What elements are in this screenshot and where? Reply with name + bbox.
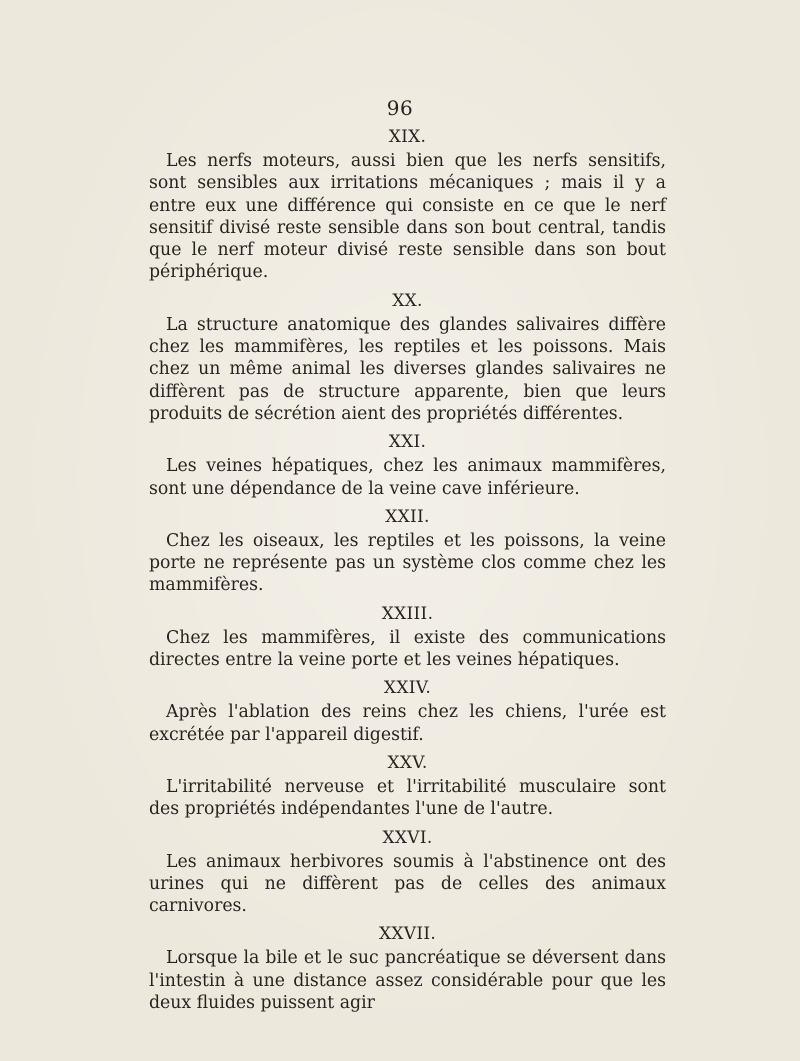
page-number: 96 — [386, 96, 414, 120]
section-paragraph: Les veines hépatiques, chez les animaux mammifères, sont une dépendance de la veine cave inférieure. — [149, 456, 666, 499]
section-numeral: XXV. — [387, 752, 428, 773]
section-numeral: XXII. — [385, 506, 430, 527]
section-xx — [149, 288, 666, 425]
section-xxvii — [149, 921, 666, 1014]
section-numeral: XX. — [392, 290, 423, 311]
section-paragraph: Lorsque la bile et le suc pancréatique se déversent dans l'intestin à une distance assez considérable pour que les deux fluides puissent agir — [149, 948, 666, 1014]
section-paragraph: Les nerfs moteurs, aussi bien que les nerfs sensitifs, sont sensibles aux irritations mécaniques ; mais il y a entre eux une différence qui consiste en ce que le nerf sensitif divisé reste sensible dans son bout central, tandis que le nerf moteur divisé reste sensible dans son bout périphérique. — [149, 151, 666, 283]
text-body — [149, 124, 666, 1014]
section-numeral: XXIII. — [381, 603, 434, 624]
section-numeral: XXVI. — [382, 827, 433, 848]
section-paragraph: La structure anatomique des glandes salivaires diffère chez les mammifères, les reptiles et les poissons. Mais chez un même animal les diverses glandes salivaires ne diffèrent pas de structure apparente, bien que leurs produits de sécrétion aient des propriétés différentes. — [149, 314, 666, 424]
section-xxiii — [149, 601, 666, 672]
section-xix — [149, 124, 666, 284]
section-xxi — [149, 429, 666, 500]
section-xxv — [149, 750, 666, 821]
section-numeral: XXVII. — [378, 924, 437, 945]
section-paragraph: L'irritabilité nerveuse et l'irritabilité musculaire sont des propriétés indépendantes l'une de l'autre. — [149, 776, 666, 820]
section-numeral: XXI. — [388, 432, 427, 453]
section-paragraph: Chez les mammifères, il existe des communications directes entre la veine porte et les veines hépatiques. — [149, 627, 666, 671]
section-paragraph: Après l'ablation des reins chez les chiens, l'urée est excrétée par l'appareil digestif. — [149, 702, 666, 745]
section-xxvi — [149, 825, 666, 918]
section-paragraph: Les animaux herbivores soumis à l'abstinence ont des urines qui ne diffèrent pas de celles des animaux carnivores. — [149, 851, 666, 917]
section-numeral: XIX. — [388, 127, 427, 147]
section-xxii — [149, 504, 666, 597]
section-numeral: XXIV. — [383, 678, 432, 699]
section-paragraph: Chez les oiseaux, les reptiles et les poissons, la veine porte ne représente pas un système clos comme chez les mammifères. — [149, 530, 666, 596]
section-xxiv — [149, 675, 666, 746]
